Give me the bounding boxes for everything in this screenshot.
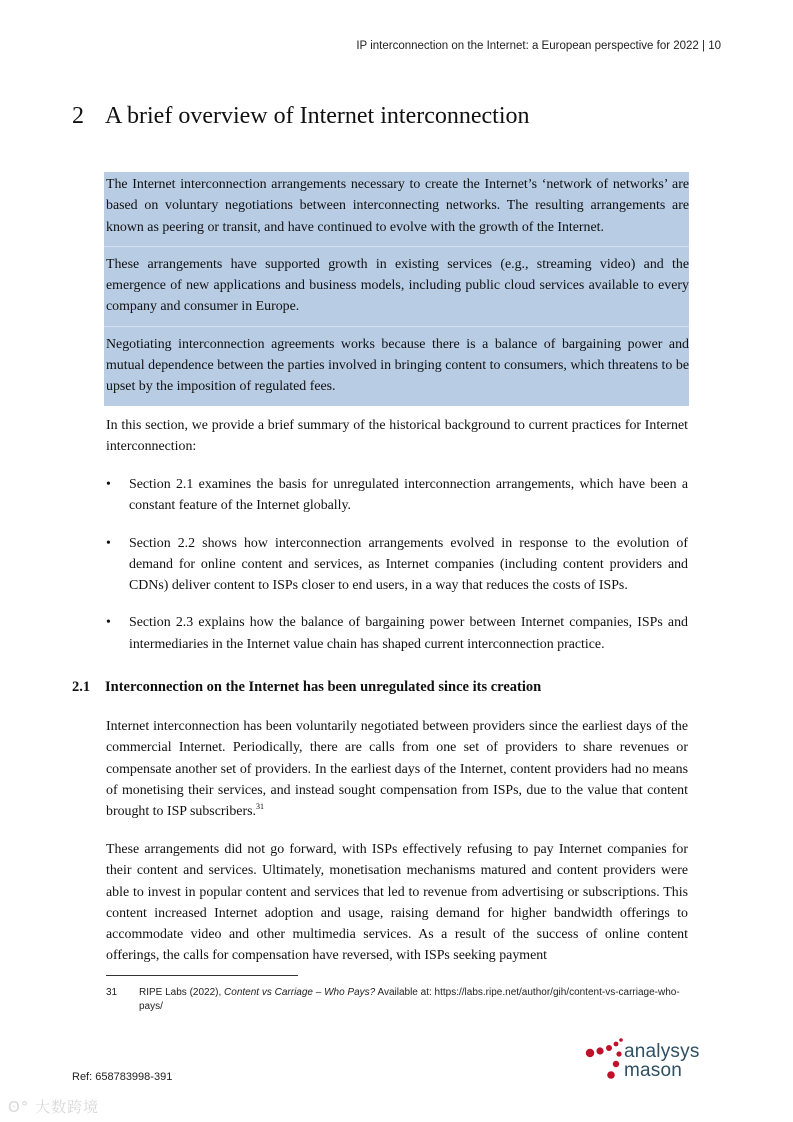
logo-line-mason: mason xyxy=(624,1060,683,1081)
body-paragraph: These arrangements did not go forward, with ISPs effectively refusing to pay Internet companies for their content and services. Ultimately, monetisation mechanisms matured and content providers were able to invest in popular content and services that led to revenue from advertising or subscriptions. This content increased Internet adoption and usage, raising demand for higher bandwidth offerings to accommodate video and other multimedia services. As a result of the success of online content offerings, the calls for compensation have reversed, with ISPs seeking payment xyxy=(106,842,688,964)
footnote-reference[interactable]: 31 xyxy=(255,802,264,812)
summary-paragraph: The Internet interconnection arrangements necessary to create the Internet’s ‘network of networks’ are based on voluntary negotiations between interconnecting networks. The resulting arrangements are known as peering or transit, and have continued to evolve with the growth of the Internet. xyxy=(106,177,689,235)
footnote-url[interactable]: Available at: https://labs.ripe.net/author/gih/content-vs-carriage-who-pays/ xyxy=(139,987,680,1012)
list-item-text: Section 2.1 examines the basis for unregulated interconnection arrangements, which have been a constant feature of the Internet globally. xyxy=(129,477,688,514)
footnote-title: Content vs Carriage – Who Pays? xyxy=(224,987,376,998)
footnote-divider xyxy=(106,975,298,976)
list-item-text: Section 2.2 shows how interconnection arrangements evolved in response to the evolution of demand for online content and services, as Internet companies (including content providers and CDNs) deliver content to ISPs closer to end users, in a way that reduces the costs of ISPs. xyxy=(129,535,688,594)
running-header: IP interconnection on the Internet: a European perspective for 2022 | 10 xyxy=(356,40,721,52)
list-item xyxy=(106,533,688,597)
body-paragraph xyxy=(106,716,688,822)
list-item-text: Section 2.3 explains how the balance of bargaining power between Internet companies, ISPs and intermediaries in the Internet value chain has shaped current interconnection practice. xyxy=(129,615,688,652)
bullet-icon: • xyxy=(106,535,111,551)
body-paragraph-text: Internet interconnection has been voluntarily negotiated between providers since the earliest days of the commercial Internet. Periodically, there are calls from one set of providers to share revenues or compensate another set of providers. In the earliest days of the Internet, content providers had no means of monetising their services, and instead sought compensation from ISPs, due to the value that content brought to ISP subscribers. xyxy=(106,719,688,820)
summary-box xyxy=(104,172,689,406)
chapter-title xyxy=(72,103,530,130)
section-title: Interconnection on the Internet has been unregulated since its creation xyxy=(105,679,542,695)
footnote xyxy=(106,986,688,1014)
chapter-title-text: A brief overview of Internet interconnection xyxy=(105,103,530,129)
section-heading xyxy=(72,679,541,696)
footnote-citation: RIPE Labs (2022), xyxy=(139,987,225,998)
footnote-number: 31 xyxy=(106,987,118,998)
section-number: 2.1 xyxy=(72,679,91,695)
intro-paragraph: In this section, we provide a brief summary of the historical background to current practices for Internet interconnection: xyxy=(106,418,688,455)
logo-wordmark xyxy=(624,1042,700,1080)
summary-paragraph: Negotiating interconnection agreements works because there is a balance of bargaining power and mutual dependence between the parties involved in bringing content to consumers, which threatens to be upset by the imposition of regulated fees. xyxy=(104,326,689,406)
section-list xyxy=(106,474,688,671)
logo-dots-icon xyxy=(584,1036,624,1088)
watermark-text: 大数跨境 xyxy=(35,1098,100,1116)
bullet-icon: • xyxy=(106,615,111,631)
chapter-number: 2 xyxy=(72,103,84,129)
analysys-mason-logo xyxy=(584,1036,734,1088)
document-reference: Ref: 658783998-391 xyxy=(72,1071,173,1083)
footnote-text xyxy=(106,986,688,1014)
list-item xyxy=(106,612,688,655)
list-item xyxy=(106,474,688,517)
summary-paragraph: These arrangements have supported growth in existing services (e.g., streaming video) and the emergence of new applications and business models, including public cloud services available to every company and consumer in Europe. xyxy=(104,246,689,326)
watermark-logo-icon: ʘ° xyxy=(8,1098,36,1116)
bullet-icon: • xyxy=(106,477,111,492)
logo-line-analysys: analysys xyxy=(624,1041,700,1062)
watermark xyxy=(8,1096,99,1117)
